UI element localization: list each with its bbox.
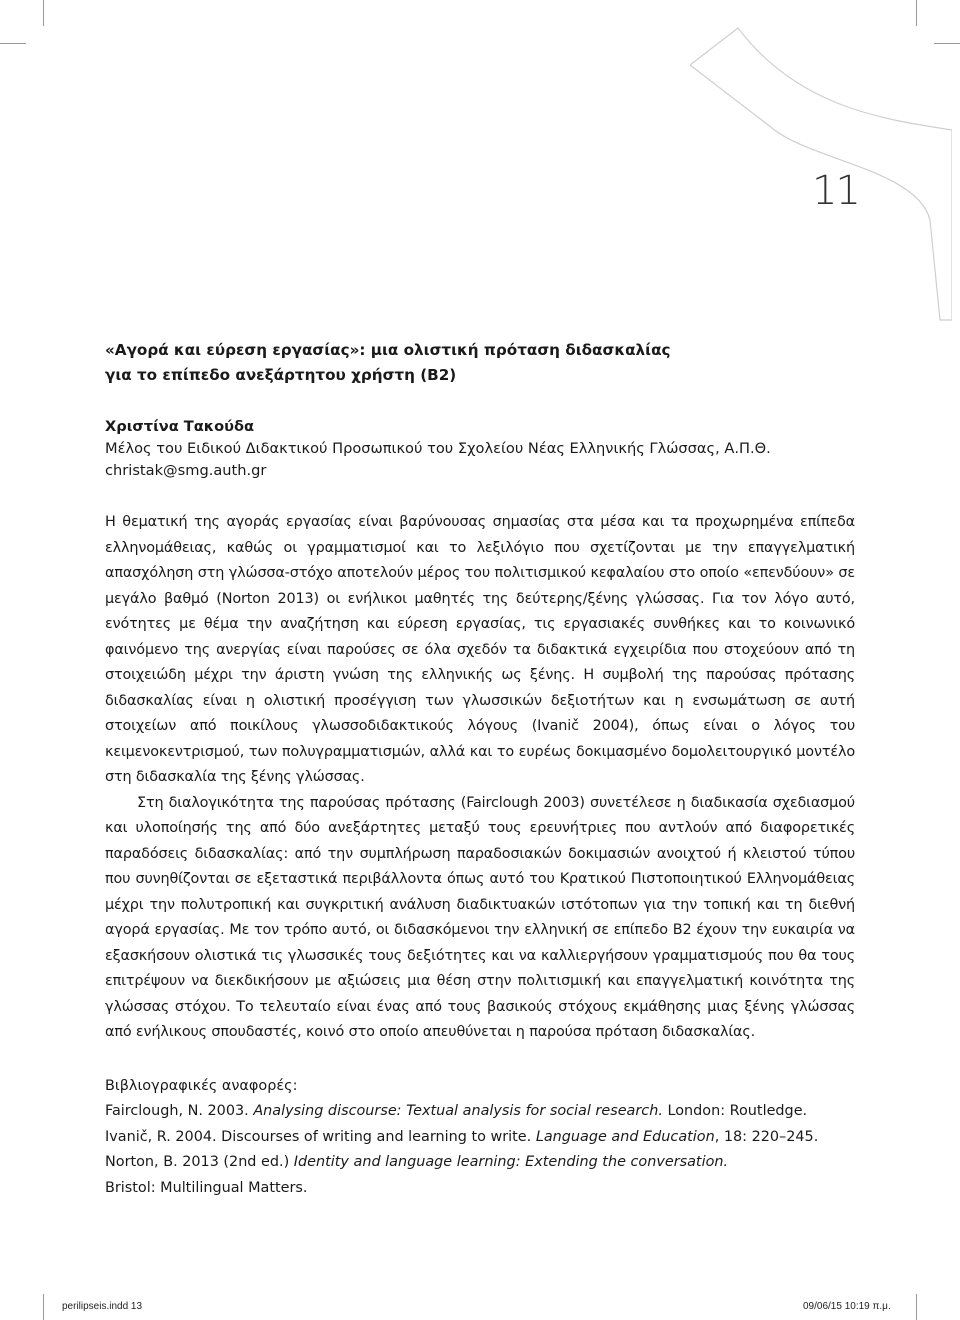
references [105,1074,855,1202]
reference-norton-publisher: Bristol: Multilingual Matters. [105,1179,308,1196]
reference-fairclough [105,1099,855,1125]
reference-ivanic-journal: Language and Education [535,1128,715,1145]
abstract-paragraph-1: Η θεματική της αγοράς εργασίας είναι βαρύνουσας σημασίας στα μέσα και τα προχωρημένα επίπεδα ελληνομάθειας, καθώς οι γραμματισμοί και το λεξιλόγιο που σχετίζονται με την επαγγελματική απασχόληση στη γλώσσα-στόχο αποτελούν μέρος του πολιτισμικού κεφαλαίου στο οποίο «επενδύουν» σε μεγάλο βαθμό (Norton 2013) οι ενήλικοι μαθητές της δεύτερης/ξένης γλώσσας. Για τον λόγο αυτό, ενότητες με θέμα την αναζήτηση και εύρεση εργασίας, τις εργασιακές συνθήκες και το κοινωνικό φαινόμενο της ανεργίας είναι παρούσες σε όλα σχεδόν τα διδακτικά εγχειρίδια που στοχεύουν από τη στοιχειώδη μέχρι την άριστη γνώση της ελληνικής ως ξένης. Η συμβολή της παρούσας πρότασης διδασκαλίας είναι η ολιστική προσέγγιση των γλωσσικών δεξιοτήτων και η ενσωμάτωση σε αυτή στοιχείων από ποικίλους γλωσσοδιδακτικούς λόγους (Ivanič 2004), όπως είναι ο λόγος του κειμενοκεντρισμού, των πολυγραμματισμών, αλλά και το ευρέως δοκιμασμένο δομολειτουργικό μοντέλο στη διδασκαλία της ξένης γλώσσας. [105,514,855,785]
page-number: 11 [812,168,859,214]
title-line-2: για το επίπεδο ανεξάρτητου χρήστη (Β2) [105,366,457,384]
title-line-1: «Αγορά και εύρεση εργασίας»: μια ολιστική πρόταση διδασκαλίας [105,341,671,359]
reference-ivanic-post: , 18: 220–245. [714,1128,819,1145]
crop-mark-top-left-v [43,0,44,26]
author-block [105,416,855,482]
reference-norton [105,1150,855,1176]
crop-mark-bottom-right-v [916,1294,917,1320]
reference-fairclough-post: London: Routledge. [662,1103,808,1119]
reference-norton-pre: Norton, B. 2013 (2nd ed.) [105,1154,294,1170]
reference-fairclough-pre: Fairclough, N. 2003. [105,1103,254,1119]
footer-file-name: perilipseis.indd 13 [62,1301,143,1312]
crop-mark-bottom-left-v [43,1294,44,1320]
reference-ivanic [105,1125,855,1151]
article-title [105,338,855,388]
reference-ivanic-pre: Ivanič, R. 2004. Discourses of writing and learning to write. [105,1128,536,1145]
author-affiliation: Μέλος του Ειδικού Διδακτικού Προσωπικού του Σχολείου Νέας Ελληνικής Γλώσσας, Α.Π.Θ. [105,440,771,457]
abstract-paragraph-2: Στη διαλογικότητα της παρούσας πρότασης (Fairclough 2003) συνετέλεσε η διαδικασία σχεδιασμού και υλοποίησής της από δύο ανεξάρτητες μεταξύ τους ερευνήτριες που αντλούν από διαφορετικές παραδόσεις διδασκαλίας: από την συμπλήρωση παραδοσιακών δοκιμασιών ανοιχτού ή κλειστού τύπου που συνηθίζονται σε εξεταστικά περιβάλλοντα όπως αυτό του Κρατικού Πιστοποιητικού Ελληνομάθειας μέχρι την πολυτροπική και συγκριτική ανάλυση διαδικτυακών ιστότοπων για την τοπική και τη διεθνή αγορά εργασίας. Με τον τρόπο αυτό, οι διδασκόμενοι την ελληνική σε επίπεδο Β2 έχουν την ευκαιρία να εξασκήσουν ολιστικά τις γλωσσικές τους δεξιότητες και να καλλιεργήσουν γραμματισμούς που θα τους επιτρέψουν να διεκδικήσουν με αξιώσεις μια θέση στην πολιτισμική και επαγγελματική κοινότητα της γλώσσας στόχου. Το τελευταίο είναι ένας από τους βασικούς στόχους εκμάθησης μιας ξένης γλώσσας από ενήλικους σπουδαστές, κοινό στο οποίο απευθύνεται η παρούσα πρόταση διδασκαλίας. [105,794,855,1040]
crop-mark-top-left-h [0,43,26,44]
reference-fairclough-title: Analysing discourse: Textual analysis for social research. [253,1103,663,1119]
article [105,338,855,1201]
author-name: Χριστίνα Τακούδα [105,418,255,435]
footer-timestamp: 09/06/15 10:19 π.μ. [803,1301,891,1312]
reference-norton-title: Identity and language learning: Extending the conversation. [293,1154,729,1170]
abstract [105,510,855,1046]
references-heading: Βιβλιογραφικές αναφορές: [105,1077,298,1094]
author-email: christak@smg.auth.gr [105,462,267,479]
